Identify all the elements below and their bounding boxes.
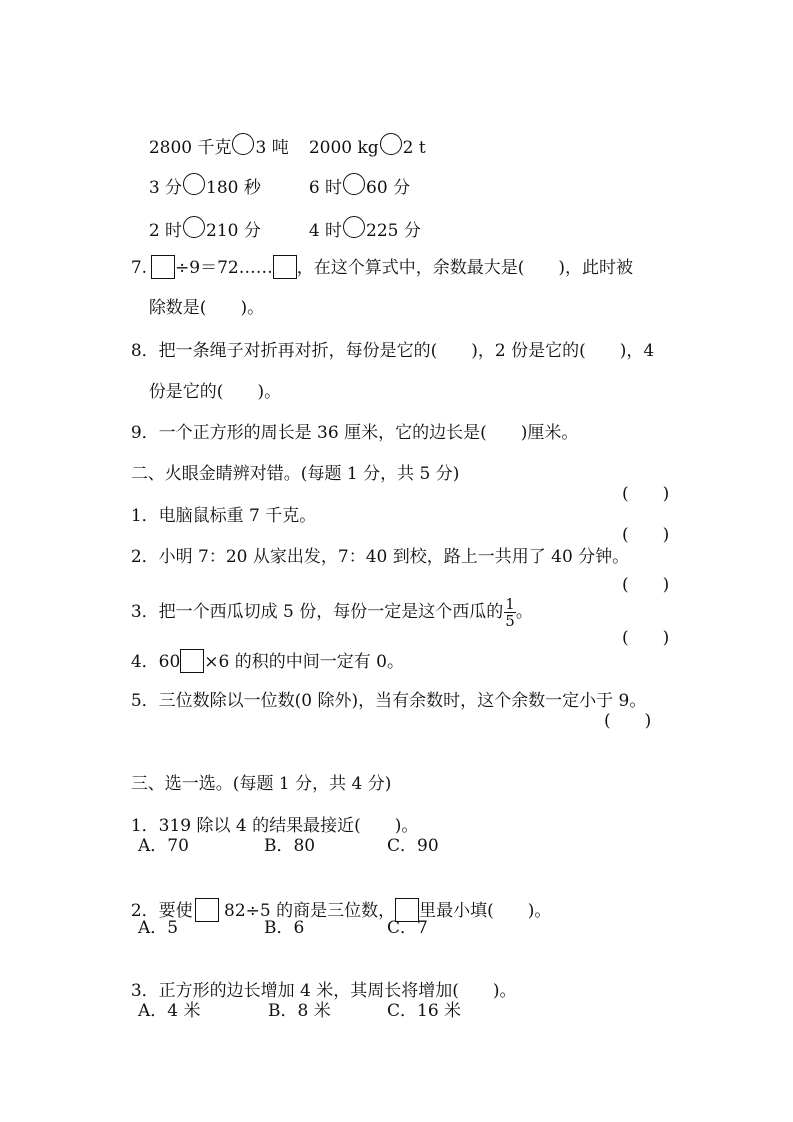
compare-left: 2000 kg (308, 138, 379, 158)
option-b[interactable]: B．8 米 (268, 1001, 331, 1021)
section-2-item-2 (120, 524, 629, 568)
compare-left: 3 分 (148, 178, 183, 198)
option-c[interactable]: C．7 (387, 918, 428, 938)
option-a[interactable]: A．5 (138, 918, 179, 938)
item-text: 3．把一个西瓜切成 5 份，每份一定是这个西瓜的 (130, 602, 504, 622)
section-title: 二、火眼金睛辨对错。(每题 1 分，共 5 分) (130, 464, 460, 484)
section-2-title (120, 441, 459, 485)
compare-row-2b (298, 151, 410, 199)
fraction (504, 596, 516, 629)
question-text: 9．一个正方形的周长是 36 厘米，它的边长是( )厘米。 (130, 423, 579, 443)
question-number: 7. (130, 258, 148, 278)
section-3-q1 (120, 793, 418, 837)
compare-right: 225 分 (366, 221, 421, 241)
section-title: 三、选一选。(每题 1 分，共 4 分) (130, 774, 392, 794)
question-text: 2．要使 (130, 901, 193, 921)
answer-paren[interactable]: ( ) (622, 484, 670, 504)
compare-right: 3 吨 (255, 138, 289, 158)
compare-circle-blank[interactable] (343, 173, 365, 195)
item-text: ×6 的积的中间一定有 0。 (204, 652, 404, 672)
option-c[interactable]: C．16 米 (387, 1001, 462, 1021)
compare-right: 2 t (402, 138, 426, 158)
item-text: 1．电脑鼠标重 7 千克。 (130, 506, 317, 526)
fraction-numerator: 1 (505, 595, 515, 613)
compare-right: 180 秒 (206, 178, 261, 198)
compare-right: 60 分 (366, 178, 411, 198)
question-text: 除数是( )。 (148, 298, 265, 318)
section-3-q3 (120, 958, 517, 1002)
item-text: 5．三位数除以一位数(0 除外)，当有余数时，这个余数一定小于 9。 (130, 691, 647, 711)
compare-left: 4 时 (308, 221, 343, 241)
question-8-line-2 (138, 359, 281, 403)
blank-box[interactable] (195, 898, 219, 922)
question-8-line-1 (120, 318, 654, 362)
question-text: 82÷5 的商是三位数， (218, 901, 396, 921)
fraction-denominator: 5 (505, 612, 515, 630)
answer-paren[interactable]: ( ) (622, 525, 670, 545)
question-text: 里最小填( )。 (419, 901, 552, 921)
item-text: 2．小明 7：20 从家出发，7：40 到校，路上一共用了 40 分钟。 (130, 547, 630, 567)
compare-left: 2 时 (148, 221, 183, 241)
question-text: 3．正方形的边长增加 4 米，其周长将增加( )。 (130, 981, 517, 1001)
question-7-line-2 (138, 275, 264, 319)
item-text-end: 。 (515, 602, 533, 622)
option-a[interactable]: A．70 (138, 836, 189, 856)
blank-box[interactable] (273, 255, 297, 279)
section-3-q2 (120, 876, 551, 922)
question-expression: ÷9＝72…… (175, 258, 273, 278)
question-9 (120, 400, 578, 444)
item-text: 4．60 (130, 652, 181, 672)
option-c[interactable]: C．90 (387, 836, 439, 856)
compare-circle-blank[interactable] (183, 173, 205, 195)
question-text: 1．319 除以 4 的结果最接近( )。 (130, 816, 419, 836)
question-text: 份是它的( )。 (148, 382, 282, 402)
compare-row-2a (138, 151, 261, 199)
section-2-item-5 (120, 668, 646, 712)
question-7-line-1 (120, 233, 633, 279)
section-2-item-3 (120, 574, 533, 629)
question-text: ，在这个算式中，余数最大是( )，此时被 (296, 258, 634, 278)
compare-left: 6 时 (308, 178, 343, 198)
section-3-title (120, 751, 391, 795)
answer-paren[interactable]: ( ) (622, 575, 670, 595)
option-b[interactable]: B．80 (264, 836, 316, 856)
option-b[interactable]: B．6 (264, 918, 305, 938)
question-text: 8．把一条绳子对折再对折，每份是它的( )，2 份是它的( )，4 (130, 341, 655, 361)
compare-right: 210 分 (206, 221, 261, 241)
section-2-item-4 (120, 627, 404, 673)
option-a[interactable]: A．4 米 (138, 1001, 201, 1021)
answer-paren[interactable]: ( ) (622, 628, 670, 648)
answer-paren[interactable]: ( ) (604, 711, 652, 731)
section-2-item-1 (120, 483, 316, 527)
compare-left: 2800 千克 (148, 138, 232, 158)
